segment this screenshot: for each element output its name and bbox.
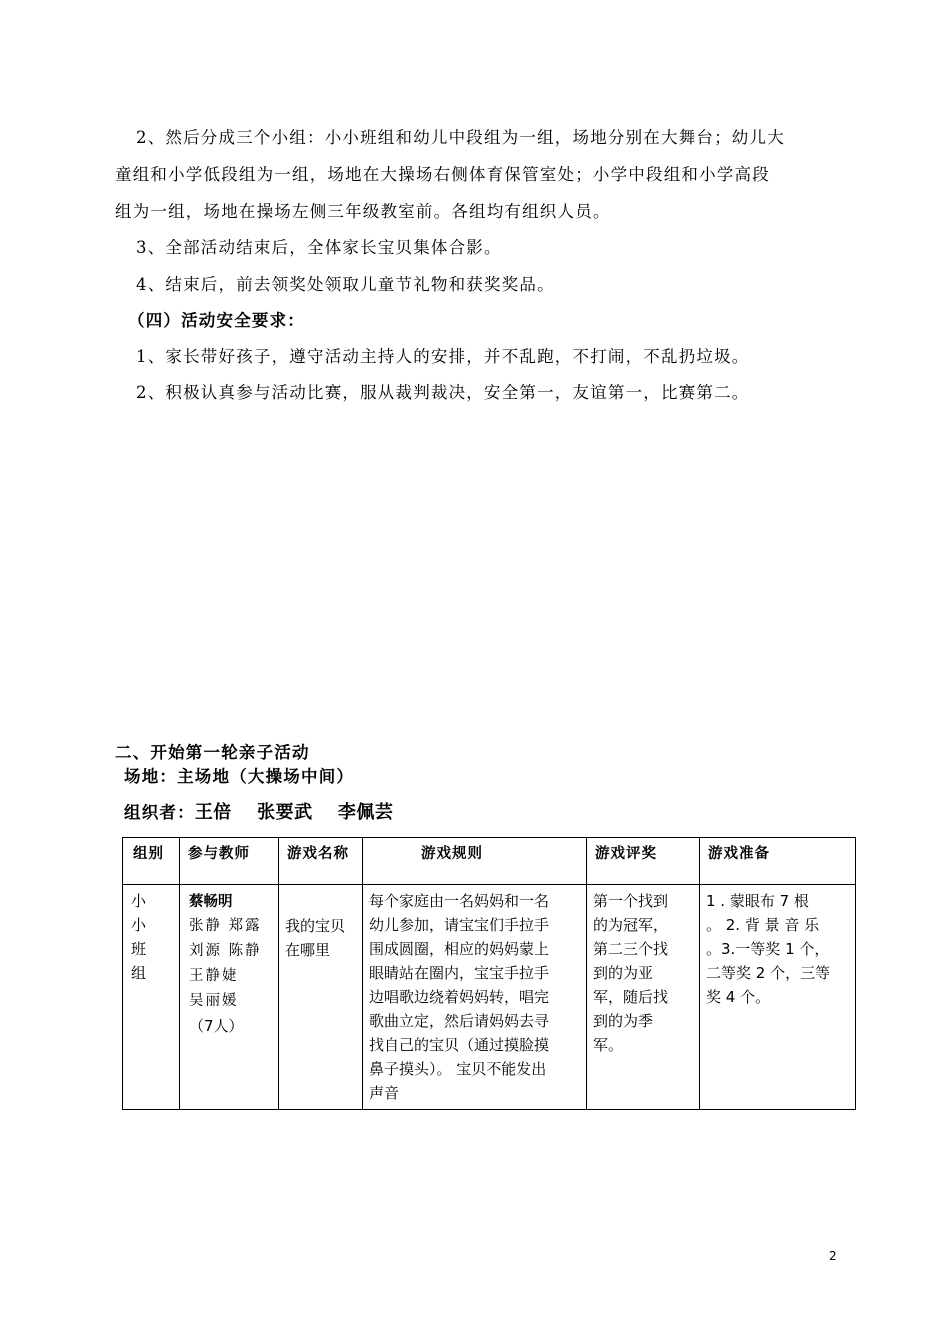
- teacher-line: 刘源 陈静: [189, 943, 262, 959]
- header-teachers: 参与教师: [180, 838, 279, 885]
- teacher-count: （7人）: [189, 1017, 244, 1035]
- page-number: 2: [829, 1249, 837, 1263]
- rules-line: 围成圆圈，相应的妈妈蒙上: [369, 940, 550, 958]
- header-game-name: 游戏名称: [279, 838, 363, 885]
- awards-line: 军，随后找: [593, 988, 669, 1006]
- rules-line: 边唱歌边绕着妈妈转，唱完: [369, 988, 550, 1006]
- item2-line1: 2、然后分成三个小组：小小班组和幼儿中段组为一组，场地分别在大舞台；幼儿大: [136, 128, 785, 147]
- awards-line: 到的为季: [593, 1012, 654, 1030]
- table-header-row: [123, 838, 856, 885]
- organizer-names: 王倍 张要武 李佩芸: [194, 802, 394, 823]
- header-awards: 游戏评奖: [587, 838, 700, 885]
- rules-line: 每个家庭由一名妈妈和一名: [369, 892, 550, 910]
- prep-line: 二等奖 2 个，三等: [706, 964, 831, 982]
- prep-line: 奖 4 个。: [706, 988, 771, 1006]
- cell-awards: [587, 885, 700, 1110]
- group-char: 班: [131, 940, 147, 958]
- prep-line: 1 . 蒙眼布 7 根: [706, 892, 809, 910]
- organizer-line: [124, 803, 393, 823]
- organizer-label: 组织者：: [124, 803, 195, 822]
- item2-line3: 组为一组，场地在操场左侧三年级教室前。各组均有组织人员。: [115, 202, 611, 221]
- venue: 场地：主场地（大操场中间）: [124, 767, 355, 786]
- awards-line: 到的为亚: [593, 964, 654, 982]
- header-group: 组别: [123, 838, 180, 885]
- game-name-line: 我的宝贝: [285, 916, 346, 935]
- awards-line: 第二三个找: [593, 940, 669, 958]
- awards-line: 军。: [593, 1036, 624, 1054]
- group-char: 小: [131, 892, 147, 910]
- safety-heading: （四）活动安全要求：: [128, 311, 305, 330]
- part2-heading: 二、开始第一轮亲子活动: [115, 743, 310, 762]
- rules-line: 眼睛站在圈内，宝宝手拉手: [369, 964, 550, 982]
- item4: 4、结束后，前去领奖处领取儿童节礼物和获奖奖品。: [136, 275, 555, 294]
- cell-teachers: [180, 885, 279, 1110]
- teacher-line: 王静婕: [189, 968, 239, 984]
- cell-rules: [363, 885, 587, 1110]
- item3: 3、全部活动结束后，全体家长宝贝集体合影。: [136, 238, 502, 257]
- rules-line: 找自己的宝贝（通过摸脸摸: [369, 1036, 550, 1054]
- safety-item2: 2、积极认真参与活动比赛，服从裁判裁决，安全第一，友谊第一，比赛第二。: [136, 383, 750, 402]
- game-name-line: 在哪里: [285, 940, 331, 959]
- item2-line2: 童组和小学低段组为一组，场地在大操场右侧体育保管室处；小学中段组和小学高段: [115, 165, 770, 184]
- header-rules: 游戏规则: [363, 838, 587, 885]
- awards-line: 的为冠军，: [593, 916, 669, 934]
- group-char: 组: [131, 964, 147, 982]
- cell-prep: [700, 885, 856, 1110]
- table-row: [123, 885, 856, 1110]
- awards-line: 第一个找到: [593, 892, 669, 910]
- safety-item1: 1、家长带好孩子，遵守活动主持人的安排，并不乱跑，不打闹，不乱扔垃圾。: [136, 347, 750, 366]
- prep-line: 。3.一等奖 1 个，: [706, 940, 830, 958]
- header-prep: 游戏准备: [700, 838, 856, 885]
- lead-teacher: 蔡畅明: [189, 893, 233, 910]
- rules-line: 幼儿参加，请宝宝们手拉手: [369, 916, 550, 934]
- cell-game-name: [279, 885, 363, 1110]
- rules-line: 歌曲立定，然后请妈妈去寻: [369, 1012, 550, 1030]
- group-char: 小: [131, 916, 147, 934]
- teacher-line: 吴丽媛: [189, 993, 239, 1009]
- prep-line: 。 2. 背 景 音 乐: [706, 916, 820, 934]
- activity-table: [122, 837, 856, 1110]
- teacher-line: 张静 郑露: [189, 918, 262, 934]
- rules-line: 鼻子摸头）。 宝贝不能发出: [369, 1060, 547, 1078]
- rules-line: 声音: [369, 1084, 400, 1102]
- cell-group: [123, 885, 180, 1110]
